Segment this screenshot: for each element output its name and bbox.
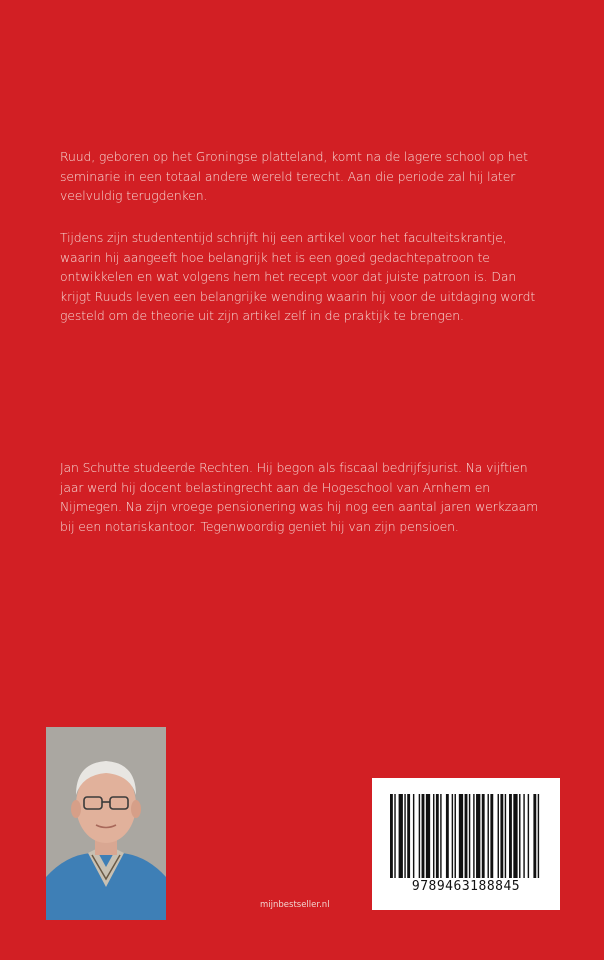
summary-text-2: Tijdens zijn studententijd schrijft hij een artikel voor het faculteitskrantje, waarin hij aangeeft hoe belangrijk het is een goed gedachtepatroon te ontwikkelen en wat volgens hem het recept voor dat juiste patroon is. Dan krijgt Ruuds leven een belangrijke wending waarin hij voor de uitdaging wordt gesteld om de theorie uit zijn artikel zelf in de praktijk te brengen. [60,230,536,324]
isbn-number: 9789463188845 [411,879,521,894]
barcode-bars [390,794,542,878]
publisher-label: mijnbestseller.nl [260,900,330,910]
author-photo [46,727,166,920]
summary-paragraph-2 [60,228,540,326]
summary-text-1: Ruud, geboren op het Groningse platteland, komt na de lagere school op het seminarie in een totaal andere wereld terecht. Aan die periode zal hij later veelvuldig terugdenken. [60,149,528,204]
summary-paragraph-1 [60,147,540,206]
barcode [372,778,560,910]
author-bio-text: Jan Schutte studeerde Rechten. Hij begon als fiscaal bedrijfsjurist. Na vijftien jaar werd hij docent belastingrecht aan de Hogeschool van Arnhem en Nijmegen. Na zijn vroege pensionering was hij nog een aantal jaren werkzaam bij een notariskantoor. Tegenwoordig geniet hij van zijn pensioen. [60,460,539,534]
author-bio [60,458,540,536]
